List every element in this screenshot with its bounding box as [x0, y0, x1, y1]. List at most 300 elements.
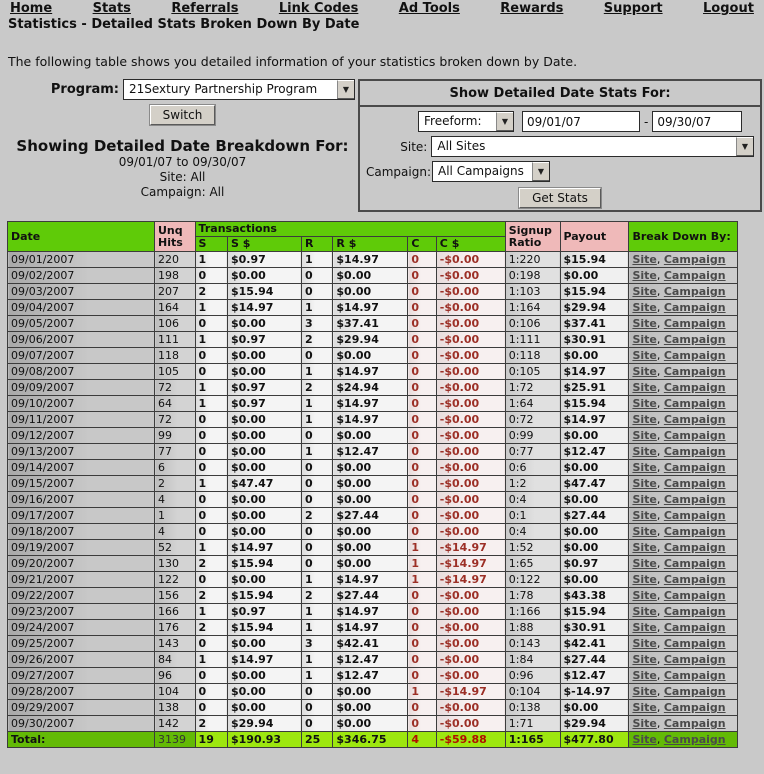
cell-date: 09/12/2007: [8, 428, 155, 444]
breakdown-site-link[interactable]: Site: [632, 637, 657, 650]
cell-date: 09/11/2007: [8, 412, 155, 428]
cell-r: 2: [301, 508, 332, 524]
breakdown-campaign-link[interactable]: Campaign: [663, 317, 726, 330]
breakdown-site-link[interactable]: Site: [632, 365, 657, 378]
breakdown-site-link[interactable]: Site: [632, 509, 657, 522]
cell-s-amt: $15.94: [227, 620, 301, 636]
cell-signup-ratio: 1:2: [505, 476, 560, 492]
cell-breakdown-links: [629, 284, 738, 300]
site-label: Site:: [400, 139, 428, 154]
cell-c-amt: -$0.00: [436, 524, 505, 540]
breakdown-site-link[interactable]: Site: [632, 269, 657, 282]
breakdown-campaign-link[interactable]: Campaign: [663, 509, 726, 522]
cell-unq-hits: 164: [155, 300, 196, 316]
breakdown-site-link[interactable]: Site: [632, 413, 657, 426]
breakdown-site-link[interactable]: Site: [632, 605, 657, 618]
cell-r-amt: $12.47: [333, 444, 408, 460]
table-row: [8, 572, 738, 588]
cell-r: 0: [301, 476, 332, 492]
breakdown-site-link[interactable]: Site: [632, 397, 657, 410]
cell-c-amt: -$0.00: [436, 268, 505, 284]
nav-link-codes[interactable]: Link Codes: [278, 1, 359, 16]
cell-s-amt: $0.00: [227, 316, 301, 332]
cell-date: 09/07/2007: [8, 348, 155, 364]
breakdown-campaign-link[interactable]: Campaign: [663, 621, 726, 634]
cell-c: 0: [408, 300, 436, 316]
cell-r-amt: $0.00: [333, 428, 408, 444]
cell-date: 09/23/2007: [8, 604, 155, 620]
breakdown-site-link[interactable]: Site: [632, 557, 657, 570]
total-breakdown-site-link[interactable]: Site: [632, 733, 657, 746]
col-header-date: Date: [8, 222, 155, 252]
breakdown-campaign-link[interactable]: Campaign: [663, 445, 726, 458]
cell-c-amt: -$14.97: [436, 556, 505, 572]
cell-r-amt: $14.97: [333, 604, 408, 620]
cell-c-amt: -$0.00: [436, 316, 505, 332]
cell-unq-hits: 4: [155, 524, 196, 540]
cell-r: 3: [301, 316, 332, 332]
cell-r-amt: $0.00: [333, 348, 408, 364]
breakdown-campaign-link[interactable]: Campaign: [663, 717, 726, 730]
cell-payout: $0.00: [560, 428, 629, 444]
cell-c: 0: [408, 364, 436, 380]
breakdown-campaign: Campaign: All: [140, 185, 225, 199]
breakdown-site-link[interactable]: Site: [632, 349, 657, 362]
cell-s-amt: $14.97: [227, 540, 301, 556]
cell-unq-hits: 111: [155, 332, 196, 348]
cell-r: 1: [301, 604, 332, 620]
cell-r: 1: [301, 620, 332, 636]
cell-c-amt: -$0.00: [436, 620, 505, 636]
cell-s: 0: [195, 268, 227, 284]
breakdown-heading: Showing Detailed Date Breakdown For:: [16, 137, 349, 155]
cell-s: 1: [195, 540, 227, 556]
links-separator: ,: [656, 557, 664, 570]
breakdown-site-link[interactable]: Site: [632, 525, 657, 538]
links-separator: ,: [656, 301, 664, 314]
cell-payout: $0.00: [560, 700, 629, 716]
col-header-signup-ratio: Signup Ratio: [505, 222, 560, 252]
switch-row: [0, 104, 365, 125]
cell-s-amt: $0.00: [227, 348, 301, 364]
cell-signup-ratio: 0:4: [505, 524, 560, 540]
cell-payout: $-14.97: [560, 684, 629, 700]
cell-date: 09/01/2007: [8, 252, 155, 268]
table-row: [8, 652, 738, 668]
breakdown-campaign-link[interactable]: Campaign: [663, 381, 726, 394]
links-separator: ,: [656, 429, 664, 442]
cell-c: 0: [408, 492, 436, 508]
breakdown-site-link[interactable]: Site: [632, 333, 657, 346]
links-separator: ,: [656, 589, 664, 602]
cell-r: 1: [301, 396, 332, 412]
cell-signup-ratio: 0:138: [505, 700, 560, 716]
table-row: [8, 700, 738, 716]
breakdown-site-link[interactable]: Site: [632, 621, 657, 634]
breakdown-site-link[interactable]: Site: [632, 445, 657, 458]
cell-s: 1: [195, 332, 227, 348]
total-breakdown-campaign-link[interactable]: Campaign: [663, 733, 726, 746]
cell-date: 09/16/2007: [8, 492, 155, 508]
table-row: [8, 636, 738, 652]
cell-c-amt: -$0.00: [436, 460, 505, 476]
date-stats-panel: [358, 79, 762, 212]
cell-s: 0: [195, 508, 227, 524]
cell-breakdown-links: [629, 460, 738, 476]
table-row: [8, 588, 738, 604]
links-separator: ,: [656, 621, 664, 634]
total-c-amt: -$59.88: [436, 732, 505, 748]
cell-r-amt: $0.00: [333, 524, 408, 540]
cell-c: 0: [408, 476, 436, 492]
breakdown-campaign-link[interactable]: Campaign: [663, 429, 726, 442]
cell-unq-hits: 105: [155, 364, 196, 380]
cell-unq-hits: 77: [155, 444, 196, 460]
cell-breakdown-links: [629, 396, 738, 412]
cell-breakdown-links: [629, 540, 738, 556]
cell-c-amt: -$0.00: [436, 716, 505, 732]
cell-date: 09/24/2007: [8, 620, 155, 636]
cell-signup-ratio: 1:103: [505, 284, 560, 300]
breakdown-campaign-link[interactable]: Campaign: [663, 269, 726, 282]
cell-s: 0: [195, 428, 227, 444]
chevron-down-icon[interactable]: ▼: [337, 80, 354, 99]
cell-unq-hits: 156: [155, 588, 196, 604]
breakdown-campaign-link[interactable]: Campaign: [663, 637, 726, 650]
cell-payout: $27.44: [560, 508, 629, 524]
cell-breakdown-links: [629, 684, 738, 700]
cell-c: 0: [408, 460, 436, 476]
cell-c-amt: -$0.00: [436, 668, 505, 684]
cell-date: 09/26/2007: [8, 652, 155, 668]
range-type-select[interactable]: [418, 111, 514, 132]
cell-signup-ratio: 1:88: [505, 620, 560, 636]
date-from-input[interactable]: [522, 111, 640, 132]
cell-breakdown-links: [629, 572, 738, 588]
cell-r: 1: [301, 252, 332, 268]
breakdown-campaign-link[interactable]: Campaign: [663, 349, 726, 362]
cell-s: 0: [195, 636, 227, 652]
breakdown-campaign-link[interactable]: Campaign: [663, 589, 726, 602]
links-separator: ,: [656, 717, 664, 730]
cell-s-amt: $15.94: [227, 588, 301, 604]
cell-unq-hits: 96: [155, 668, 196, 684]
cell-payout: $0.00: [560, 492, 629, 508]
nav-referrals[interactable]: Referrals: [171, 1, 239, 16]
cell-payout: $14.97: [560, 412, 629, 428]
col-header-unq-hits: Unq Hits: [155, 222, 196, 252]
cell-r: 2: [301, 588, 332, 604]
nav-support[interactable]: Support: [603, 1, 663, 16]
cell-signup-ratio: 1:64: [505, 396, 560, 412]
cell-s: 0: [195, 668, 227, 684]
cell-payout: $15.94: [560, 604, 629, 620]
cell-r-amt: $14.97: [333, 620, 408, 636]
site-select[interactable]: [431, 136, 754, 157]
nav-stats[interactable]: Stats: [92, 1, 131, 16]
cell-s: 1: [195, 380, 227, 396]
cell-s-amt: $0.00: [227, 684, 301, 700]
cell-s-amt: $0.00: [227, 268, 301, 284]
cell-payout: $0.00: [560, 460, 629, 476]
total-c: 4: [408, 732, 436, 748]
breakdown-site-link[interactable]: Site: [632, 461, 657, 474]
date-range-row: [360, 111, 760, 132]
cell-unq-hits: 72: [155, 380, 196, 396]
total-s: 19: [195, 732, 227, 748]
links-separator: ,: [656, 381, 664, 394]
cell-s: 1: [195, 252, 227, 268]
breakdown-site-link[interactable]: Site: [632, 285, 657, 298]
get-stats-button[interactable]: Get Stats: [519, 188, 601, 208]
links-separator: ,: [656, 317, 664, 330]
breakdown-campaign-link[interactable]: Campaign: [663, 669, 726, 682]
cell-s: 0: [195, 684, 227, 700]
breakdown-site-link[interactable]: Site: [632, 541, 657, 554]
cell-s-amt: $0.00: [227, 668, 301, 684]
cell-date: 09/04/2007: [8, 300, 155, 316]
cell-payout: $0.00: [560, 348, 629, 364]
cell-breakdown-links: [629, 716, 738, 732]
cell-signup-ratio: 0:122: [505, 572, 560, 588]
nav-ad-tools[interactable]: Ad Tools: [398, 1, 460, 16]
cell-payout: $29.94: [560, 300, 629, 316]
nav-rewards[interactable]: Rewards: [500, 1, 564, 16]
cell-breakdown-links: [629, 636, 738, 652]
breakdown-campaign-link[interactable]: Campaign: [663, 573, 726, 586]
col-header-s-amt: S $: [227, 237, 301, 252]
cell-s-amt: $0.00: [227, 572, 301, 588]
cell-s: 0: [195, 700, 227, 716]
cell-signup-ratio: 0:72: [505, 412, 560, 428]
cell-signup-ratio: 0:118: [505, 348, 560, 364]
cell-c: 0: [408, 332, 436, 348]
date-to-input[interactable]: [652, 111, 742, 132]
links-separator: ,: [656, 701, 664, 714]
cell-breakdown-links: [629, 668, 738, 684]
cell-c: 0: [408, 252, 436, 268]
cell-s-amt: $0.00: [227, 700, 301, 716]
breakdown-campaign-link[interactable]: Campaign: [663, 525, 726, 538]
breakdown-campaign-link[interactable]: Campaign: [663, 493, 726, 506]
cell-c: 1: [408, 572, 436, 588]
cell-payout: $0.00: [560, 540, 629, 556]
cell-r-amt: $27.44: [333, 588, 408, 604]
cell-c: 0: [408, 700, 436, 716]
program-select[interactable]: [123, 79, 355, 100]
cell-breakdown-links: [629, 476, 738, 492]
breakdown-campaign-link[interactable]: Campaign: [663, 653, 726, 666]
program-row: [0, 79, 365, 100]
col-header-s: S: [195, 237, 227, 252]
cell-breakdown-links: [629, 556, 738, 572]
cell-date: 09/28/2007: [8, 684, 155, 700]
cell-date: 09/08/2007: [8, 364, 155, 380]
breakdown-site-link[interactable]: Site: [632, 493, 657, 506]
cell-unq-hits: 166: [155, 604, 196, 620]
links-separator: ,: [656, 573, 664, 586]
cell-breakdown-links: [629, 252, 738, 268]
breakdown-campaign-link[interactable]: Campaign: [663, 365, 726, 378]
cell-s: 0: [195, 460, 227, 476]
cell-s-amt: $14.97: [227, 300, 301, 316]
table-row: [8, 492, 738, 508]
breakdown-campaign-link[interactable]: Campaign: [663, 301, 726, 314]
cell-unq-hits: 2: [155, 476, 196, 492]
breakdown-campaign-link[interactable]: Campaign: [663, 397, 726, 410]
cell-signup-ratio: 0:6: [505, 460, 560, 476]
breakdown-campaign-link[interactable]: Campaign: [663, 557, 726, 570]
links-separator: ,: [656, 397, 664, 410]
total-hits: 3139: [155, 732, 196, 748]
nav-home[interactable]: Home: [10, 1, 53, 16]
cell-unq-hits: 122: [155, 572, 196, 588]
cell-s: 0: [195, 348, 227, 364]
cell-r: 0: [301, 492, 332, 508]
cell-c: 0: [408, 348, 436, 364]
breakdown-site-link[interactable]: Site: [632, 573, 657, 586]
cell-c-amt: -$0.00: [436, 700, 505, 716]
cell-s-amt: $0.00: [227, 444, 301, 460]
cell-r: 0: [301, 684, 332, 700]
cell-c: 0: [408, 588, 436, 604]
cell-signup-ratio: 0:104: [505, 684, 560, 700]
site-row: [360, 136, 760, 157]
nav-logout[interactable]: Logout: [703, 1, 754, 16]
cell-unq-hits: 99: [155, 428, 196, 444]
table-row: [8, 252, 738, 268]
cell-s-amt: $0.97: [227, 604, 301, 620]
chevron-down-icon[interactable]: ▼: [532, 162, 549, 181]
cell-payout: $30.91: [560, 620, 629, 636]
cell-unq-hits: 6: [155, 460, 196, 476]
total-r: 25: [301, 732, 332, 748]
cell-payout: $12.47: [560, 668, 629, 684]
cell-s-amt: $0.00: [227, 412, 301, 428]
breakdown-site-link[interactable]: Site: [632, 701, 657, 714]
cell-payout: $37.41: [560, 316, 629, 332]
breakdown-campaign-link[interactable]: Campaign: [663, 477, 726, 490]
cell-signup-ratio: 0:99: [505, 428, 560, 444]
breakdown-campaign-link[interactable]: Campaign: [663, 253, 726, 266]
breakdown-site-link[interactable]: Site: [632, 477, 657, 490]
cell-unq-hits: 4: [155, 492, 196, 508]
cell-c-amt: -$0.00: [436, 348, 505, 364]
breakdown-site-link[interactable]: Site: [632, 301, 657, 314]
campaign-select-value: All Campaigns: [438, 164, 524, 178]
table-row: [8, 620, 738, 636]
breakdown-campaign-link[interactable]: Campaign: [663, 413, 726, 426]
cell-signup-ratio: 0:106: [505, 316, 560, 332]
cell-c: 0: [408, 444, 436, 460]
cell-unq-hits: 104: [155, 684, 196, 700]
cell-r-amt: $12.47: [333, 668, 408, 684]
cell-breakdown-links: [629, 300, 738, 316]
breakdown-site-link[interactable]: Site: [632, 669, 657, 682]
cell-c-amt: -$0.00: [436, 300, 505, 316]
cell-c: 0: [408, 380, 436, 396]
breakdown-campaign-link[interactable]: Campaign: [663, 461, 726, 474]
col-header-r: R: [301, 237, 332, 252]
cell-c-amt: -$14.97: [436, 572, 505, 588]
breakdown-site-link[interactable]: Site: [632, 653, 657, 666]
breakdown-campaign-link[interactable]: Campaign: [663, 333, 726, 346]
cell-signup-ratio: 1:52: [505, 540, 560, 556]
cell-breakdown-links: [629, 508, 738, 524]
table-row: [8, 476, 738, 492]
cell-c: 0: [408, 396, 436, 412]
breakdown-campaign-link[interactable]: Campaign: [663, 541, 726, 554]
col-header-breakdown: Break Down By:: [629, 222, 738, 252]
cell-c: 0: [408, 524, 436, 540]
breakdown-campaign-link[interactable]: Campaign: [663, 605, 726, 618]
cell-s-amt: $0.00: [227, 636, 301, 652]
cell-r-amt: $29.94: [333, 332, 408, 348]
breakdown-site-link[interactable]: Site: [632, 429, 657, 442]
cell-payout: $25.91: [560, 380, 629, 396]
breakdown-campaign-link[interactable]: Campaign: [663, 285, 726, 298]
chevron-down-icon[interactable]: ▼: [496, 112, 513, 131]
cell-signup-ratio: 0:1: [505, 508, 560, 524]
table-row: [8, 428, 738, 444]
links-separator: ,: [656, 541, 664, 554]
cell-c: 0: [408, 604, 436, 620]
breakdown-site-link[interactable]: Site: [632, 381, 657, 394]
total-r-amt: $346.75: [333, 732, 408, 748]
links-separator: ,: [656, 365, 664, 378]
cell-s: 0: [195, 316, 227, 332]
cell-payout: $0.97: [560, 556, 629, 572]
cell-s-amt: $0.00: [227, 524, 301, 540]
breakdown-site-link[interactable]: Site: [632, 589, 657, 602]
cell-c: 0: [408, 412, 436, 428]
cell-s-amt: $0.00: [227, 364, 301, 380]
campaign-select[interactable]: [432, 161, 550, 182]
cell-s-amt: $15.94: [227, 556, 301, 572]
cell-breakdown-links: [629, 412, 738, 428]
cell-s-amt: $0.00: [227, 460, 301, 476]
cell-r-amt: $0.00: [333, 684, 408, 700]
breakdown-campaign-link[interactable]: Campaign: [663, 701, 726, 714]
cell-s-amt: $29.94: [227, 716, 301, 732]
cell-payout: $29.94: [560, 716, 629, 732]
cell-r: 1: [301, 652, 332, 668]
breakdown-campaign-link[interactable]: Campaign: [663, 685, 726, 698]
links-separator: ,: [656, 605, 664, 618]
breakdown-site-link[interactable]: Site: [632, 317, 657, 330]
breakdown-site-link[interactable]: Site: [632, 685, 657, 698]
breakdown-site-link[interactable]: Site: [632, 253, 657, 266]
program-label: Program:: [50, 82, 119, 97]
cell-unq-hits: 52: [155, 540, 196, 556]
cell-r-amt: $0.00: [333, 460, 408, 476]
cell-c: 1: [408, 684, 436, 700]
cell-unq-hits: 72: [155, 412, 196, 428]
cell-c: 0: [408, 268, 436, 284]
cell-date: 09/14/2007: [8, 460, 155, 476]
chevron-down-icon[interactable]: ▼: [736, 137, 753, 156]
table-row: [8, 524, 738, 540]
cell-date: 09/05/2007: [8, 316, 155, 332]
cell-breakdown-links: [629, 268, 738, 284]
breakdown-site-link[interactable]: Site: [632, 717, 657, 730]
switch-button[interactable]: Switch: [150, 105, 216, 125]
cell-r-amt: $37.41: [333, 316, 408, 332]
cell-r: 0: [301, 348, 332, 364]
site-select-value: All Sites: [437, 139, 486, 153]
cell-r-amt: $12.47: [333, 652, 408, 668]
cell-s: 0: [195, 364, 227, 380]
